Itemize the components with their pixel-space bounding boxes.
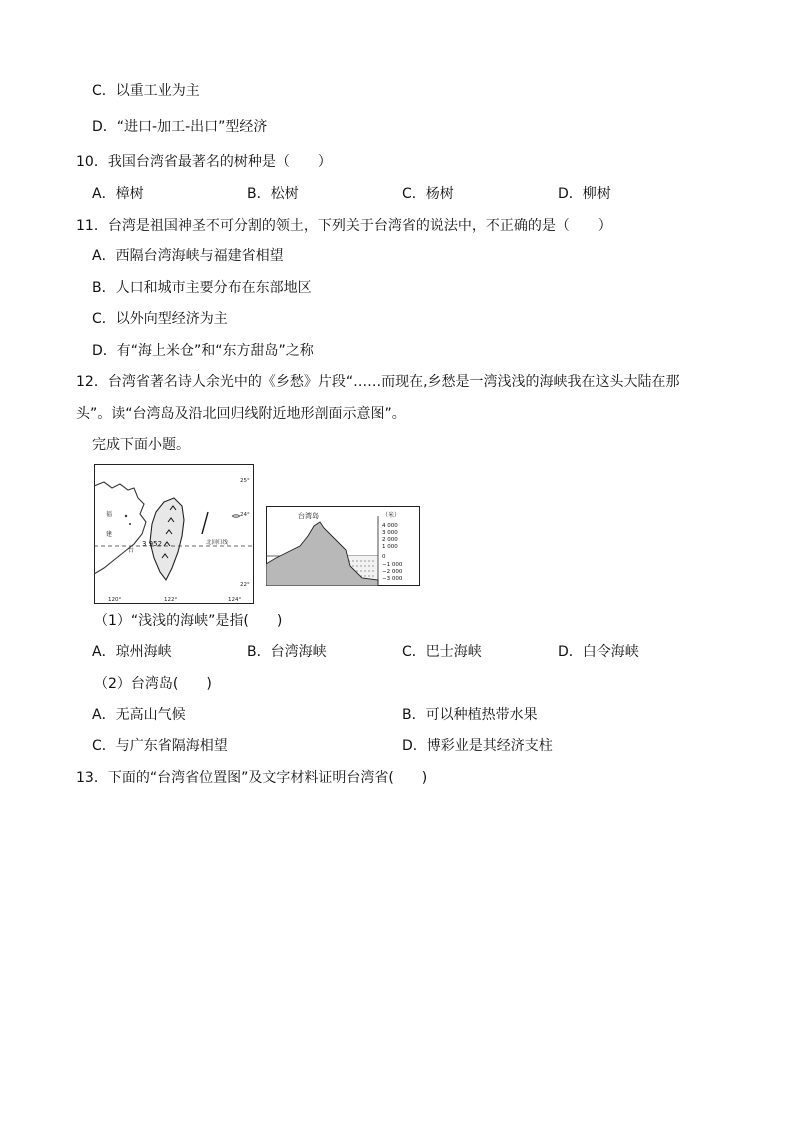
elevation-label: 3 952 <box>142 540 163 548</box>
profile-tick: 4 000 <box>382 523 398 529</box>
q13-stem: 13．下面的“台湾省位置图”及文字材料证明台湾省( ) <box>76 770 428 786</box>
profile-tick: −3 000 <box>382 576 403 582</box>
q10-stem: 10．我国台湾省最著名的树种是（ ） <box>76 154 332 170</box>
island-mark <box>125 515 127 517</box>
lat-label: 22° <box>240 582 250 588</box>
island-mark <box>232 515 240 518</box>
q9-option-c: C．以重工业为主 <box>92 83 200 99</box>
q12-stem-line1: 12．台湾省著名诗人余光中的《乡愁》片段“……而现在,乡愁是一湾浅浅的海峡我在这头大陆在那 <box>76 374 680 390</box>
q12-sub1-option-c: C．巴士海峡 <box>402 644 482 660</box>
lon-label: 120° <box>108 597 122 603</box>
place-label: 福 <box>106 511 113 518</box>
q11-option-c: C．以外向型经济为主 <box>92 311 228 327</box>
q12-sub2-option-a: A．无高山气候 <box>92 707 186 723</box>
lon-label: 124° <box>228 597 242 603</box>
q10-option-a: A．樟树 <box>92 186 144 202</box>
taiwan-map-figure <box>94 464 254 604</box>
q9-option-d: D．“进口-加工-出口”型经济 <box>92 119 268 135</box>
q12-sub1-option-b: B．台湾海峡 <box>247 644 327 660</box>
q12-instruction: 完成下面小题。 <box>92 437 190 453</box>
q11-stem: 11．台湾是祖国神圣不可分割的领土，下列关于台湾省的说法中，不正确的是（ ） <box>76 218 612 234</box>
q12-sub2-option-c: C．与广东省隔海相望 <box>92 738 228 754</box>
q12-sub1-stem: （1）“浅浅的海峡”是指( ) <box>94 613 283 629</box>
q10-option-d: D．柳树 <box>558 186 611 202</box>
q11-option-d: D．有“海上米仓”和“东方甜岛”之称 <box>92 343 314 359</box>
terrain-profile-figure <box>266 506 420 586</box>
profile-tick: −2 000 <box>382 569 403 575</box>
profile-unit: （米） <box>382 512 401 519</box>
profile-tick: 0 <box>382 554 386 560</box>
profile-tick: 2 000 <box>382 537 398 543</box>
q12-sub1-option-a: A．琼州海峡 <box>92 644 172 660</box>
place-label: 台 <box>128 547 135 554</box>
lat-label: 24° <box>240 512 250 518</box>
lat-label: 25° <box>240 478 250 484</box>
profile-tick: 3 000 <box>382 530 398 536</box>
q12-sub1-option-d: D．白令海峡 <box>558 644 639 660</box>
q12-sub2-stem: （2）台湾岛( ) <box>94 676 212 692</box>
place-label: 建 <box>106 531 113 538</box>
q11-option-a: A．西隔台湾海峡与福建省相望 <box>92 248 284 264</box>
q11-option-b: B．人口和城市主要分布在东部地区 <box>92 280 312 296</box>
tropic-label: 北回归线 <box>206 540 229 546</box>
q10-option-b: B．松树 <box>247 186 299 202</box>
q10-option-c: C．杨树 <box>402 186 454 202</box>
island-mark <box>129 523 131 525</box>
q12-sub2-option-d: D．博彩业是其经济支柱 <box>402 738 553 754</box>
profile-tick: −1 000 <box>382 562 403 568</box>
lon-label: 122° <box>164 597 178 603</box>
q12-sub2-option-b: B．可以种植热带水果 <box>402 707 538 723</box>
q12-stem-line2: 头”。读“台湾岛及沿北回归线附近地形剖面示意图”。 <box>76 406 406 422</box>
profile-title: 台湾岛 <box>298 512 319 520</box>
profile-tick: 1 000 <box>382 544 398 550</box>
